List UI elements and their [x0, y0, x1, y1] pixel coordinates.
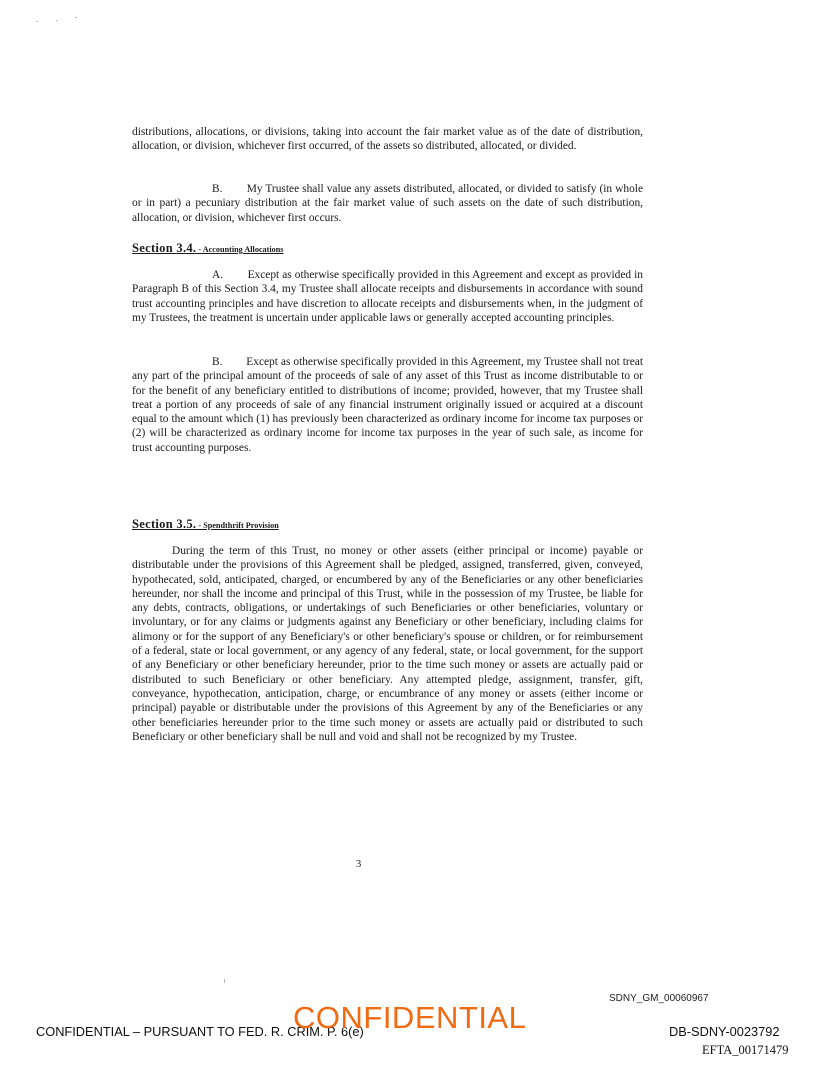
paragraph-3-3-b: B. My Trustee shall value any assets distributed, allocated, or divided to satisfy (in whole or in part) a pecuniary distribution at the fair market value of such assets on the date of such distribution, allocation, or division, whichever first occurs. [132, 183, 643, 224]
scan-speck [36, 21, 38, 22]
section-3-5-heading [132, 515, 279, 533]
section-number: Section 3.4. [132, 241, 197, 255]
confidential-notice: CONFIDENTIAL – PURSUANT TO FED. R. CRIM. P. 6(e) [36, 1024, 364, 1039]
section-3-4-heading [132, 239, 284, 257]
section-title: - Accounting Allocations [196, 245, 284, 254]
paragraph-3-5: During the term of this Trust, no money or other assets (either principal or income) payable or distributable under the provisions of this Agreement shall be pledged, assigned, transferred, given, conveyed, hypothecated, sold, anticipated, charged, or encumbered by any of the Beneficiaries or any other beneficiaries hereunder, nor shall the income and principal of this Trust, while in the possession of my Trustee, be liable for any debts, contracts, obligations, or undertakings of such Beneficiaries or other beneficiaries, voluntary or involuntary, or for any claims or judgments against any Beneficiary or other beneficiary, including claims for alimony or for the support of any Beneficiary's or other beneficiary's spouse or children, or for reimbursement of a federal, state or local government, or any agency of any federal, state, or local government, for the support of any Beneficiary or other beneficiary hereunder, prior to the time such money or assets are actually paid or distributed to such Beneficiary or other beneficiary. Any attempted pledge, assignment, transfer, gift, conveyance, hypothecation, anticipation, charge, or encumbrance of any money or assets (either income or principal) payable or distributable under the provisions of this Agreement by any of the Beneficiaries or any other beneficiaries hereunder prior to the time such money or assets are actually paid or distributed to such Beneficiary or other beneficiary shall be null and void and shall not be recognized by my Trustee. [132, 545, 643, 743]
bates-number-db: DB-SDNY-0023792 [669, 1024, 780, 1039]
paragraph-3-4-b: B. Except as otherwise specifically provided in this Agreement, my Trustee shall not treat any part of the principal amount of the proceeds of sale of any asset of this Trust as income distributable to or for the benefit of any beneficiary entitled to distributions of income; provided, however, that my Trustee shall treat a portion of any proceeds of sale of any financial instrument originally issued or acquired at a discount equal to the amount which (1) has previously been characterized as ordinary income for income tax purposes or (2) will be characterized as ordinary income for income tax purposes in the year of such sale, as income for trust accounting purposes. [132, 356, 643, 454]
page-number: 3 [356, 859, 362, 870]
paragraph-3-4-a: A. Except as otherwise specifically provided in this Agreement and except as provided in Paragraph B of this Section 3.4, my Trustee shall allocate receipts and disbursements in accordance with sound trust accounting principles and have discretion to allocate receipts and disbursements when, in the judgment of my Trustees, the treatment is uncertain under applicable laws or generally accepted accounting principles. [132, 269, 643, 324]
paragraph-continuation: distributions, allocations, or divisions, taking into account the fair market value as of the date of distribution, allocation, or division, whichever first occurred, of the assets so distributed, allocated, or divided. [132, 126, 643, 153]
scan-speck [56, 20, 58, 21]
section-title: - Spendthrift Provision [196, 521, 279, 530]
scan-speck [224, 979, 225, 983]
bates-number-gm: SDNY_GM_00060967 [609, 993, 709, 1004]
efta-identifier: EFTA_00171479 [702, 1043, 789, 1057]
section-number: Section 3.5. [132, 517, 197, 531]
scan-speck [75, 17, 77, 18]
confidential-stamp: CONFIDENTIAL [293, 1000, 527, 1035]
